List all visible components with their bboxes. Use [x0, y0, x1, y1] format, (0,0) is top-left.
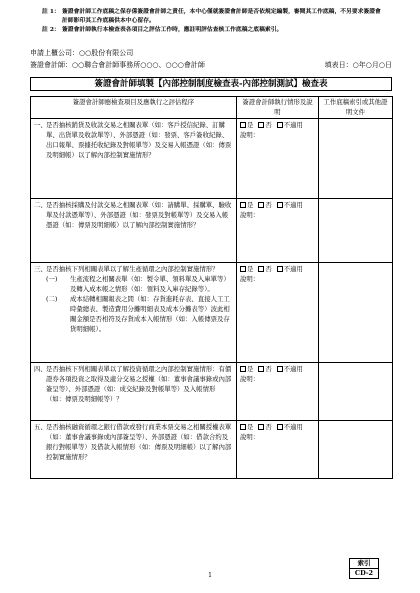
checklist-table [30, 96, 393, 479]
check-option[interactable] [277, 201, 303, 209]
check-option-label: 是 [247, 265, 254, 273]
check-item [34, 364, 233, 404]
checkbox-icon[interactable] [240, 424, 246, 430]
accountant-name: ○○聯合會計師事務所○○○、○○○會計師 [72, 61, 205, 69]
execution-cell [237, 199, 319, 263]
checkbox-icon[interactable] [240, 122, 246, 128]
check-item-cell [31, 199, 237, 263]
item-number: 四、 [34, 365, 47, 373]
page-number: 1 [208, 572, 212, 579]
execution-cell [237, 363, 319, 421]
checkbox-icon[interactable] [258, 122, 264, 128]
check-option[interactable] [258, 121, 271, 129]
applicant-label: 申請上櫃公司： [30, 49, 79, 57]
note-text: 簽證會計師工作底稿之保存係簽證會計師之責任，本中心僅就簽證會計師是否依規定編製，審閱其工作底稿，不另要求簽證會計師影印其工作底稿供本中心留存。 [62, 9, 381, 24]
check-options [240, 422, 315, 432]
execution-cell [237, 263, 319, 363]
check-option[interactable] [277, 265, 303, 273]
checkbox-icon[interactable] [277, 424, 283, 430]
checkbox-icon[interactable] [277, 122, 283, 128]
checkbox-icon[interactable] [277, 266, 283, 272]
check-option[interactable] [240, 201, 253, 209]
item-text: 是否抽核下列相關表單以了解投資循環之內部控制實施情形：有價證券各項投資之取得及處分交易之授權（如：董事會議事錄或內部簽呈等）、外部憑證（如：成交紀錄及對帳單等）及入帳情形（如：傳票及明細帳等）？ [46, 365, 232, 403]
item-text: 是否抽核融資循環之銀行借款或發行商業本票交易之相關授權表單（如：董事會議事錄或內部簽呈等）、外部憑證（如：借款合約及銀行對帳單等）及借款入帳情形（如：傳票及明細帳）以了解內部控制實施情形？ [46, 423, 232, 461]
check-option-label: 不適用 [283, 201, 303, 209]
check-option[interactable] [240, 423, 253, 431]
description-label: 說明： [240, 433, 260, 441]
notes-section [42, 8, 384, 35]
table-row [31, 199, 393, 263]
sub-item-number: (二) [46, 295, 58, 303]
check-options [240, 120, 315, 130]
check-item [34, 422, 233, 462]
workpaper-index-cell[interactable] [319, 263, 393, 363]
check-option-label: 否 [265, 201, 272, 209]
check-option-label: 是 [247, 423, 254, 431]
check-option-label: 是 [247, 201, 254, 209]
execution-cell [237, 421, 319, 479]
check-option-label: 不適用 [283, 365, 303, 373]
note-2 [42, 26, 384, 35]
check-option-label: 不適用 [283, 265, 303, 273]
check-option[interactable] [258, 365, 271, 373]
item-number: 五、 [34, 423, 47, 431]
accountant-line [30, 60, 392, 70]
item-number: 二、 [34, 201, 47, 209]
check-option-label: 是 [247, 365, 254, 373]
table-row [31, 263, 393, 363]
date-value: ○年○月○日 [352, 61, 392, 69]
check-option[interactable] [277, 121, 303, 129]
accountant-label: 簽證會計師： [30, 61, 72, 69]
check-option-label: 不適用 [283, 121, 303, 129]
check-item-cell [31, 263, 237, 363]
checkbox-icon[interactable] [258, 202, 264, 208]
description-label: 說明： [240, 375, 260, 383]
check-item-cell [31, 421, 237, 479]
check-item-cell [31, 119, 237, 199]
check-item [34, 264, 233, 274]
sub-item-text: 生產流程之相關表單（如：製令單、領料單及入庫單等）及轉入成本帳之情形（如：領料及入庫存紀錄等）。 [70, 275, 230, 293]
description-label: 說明： [240, 275, 260, 283]
index-label: 索引 [350, 559, 378, 569]
check-option[interactable] [240, 265, 253, 273]
checkbox-icon[interactable] [240, 366, 246, 372]
workpaper-index-cell[interactable] [319, 363, 393, 421]
workpaper-index-cell[interactable] [319, 119, 393, 199]
applicant-name: ○○股份有限公司 [79, 49, 134, 57]
header-check-items: 簽證會計師應檢查項目及應執行之評估程序 [31, 97, 237, 119]
item-text: 是否抽核採購及付款交易之相關表單（如：請購單、採購單、驗收單及付款憑單等）、外部憑證（如：發票及對帳單等）及交易入帳憑證（如：傳票及明細帳）以了解內部控制實施情形？ [46, 201, 232, 229]
check-item [34, 120, 233, 160]
check-option[interactable] [240, 121, 253, 129]
table-row [31, 421, 393, 479]
check-option-label: 否 [265, 365, 272, 373]
sub-item [46, 274, 233, 294]
check-option[interactable] [277, 365, 303, 373]
check-option-label: 否 [265, 121, 272, 129]
checkbox-icon[interactable] [258, 266, 264, 272]
form-title: 簽證會計師填製【內部控制制度檢查表-內部控制測試】檢查表 [30, 77, 392, 91]
check-option-label: 否 [265, 265, 272, 273]
applicant-line [30, 48, 392, 58]
check-option-label: 否 [265, 423, 272, 431]
index-value: CD-2 [354, 569, 374, 577]
check-item [34, 200, 233, 230]
check-option[interactable] [258, 423, 271, 431]
table-header-row [31, 97, 393, 119]
header-execution: 簽證會計師執行情形及說明 [237, 97, 319, 119]
workpaper-index-cell[interactable] [319, 421, 393, 479]
sub-item-number: (一) [46, 275, 58, 283]
checkbox-icon[interactable] [240, 202, 246, 208]
checkbox-icon[interactable] [240, 266, 246, 272]
check-option-label: 是 [247, 121, 254, 129]
item-text: 是否抽核下列相關表單以了解生產循環之內部控制實施情形？ [46, 265, 219, 273]
note-number: 註 2： [42, 27, 60, 33]
check-option-label: 不適用 [283, 423, 303, 431]
item-text: 是否抽核銷貨及收款交易之相關表單（如：客戶授信紀錄、訂購單、出貨單及收款單等）、外部憑證（如：發票、客戶簽收紀錄、出口報單、票據托收紀錄及對帳單等）及交易入帳憑證（如：傳票及明細帳）以了解內部控制實施情形？ [46, 121, 232, 159]
checkbox-icon[interactable] [258, 366, 264, 372]
check-options [240, 264, 315, 274]
note-number: 註 1： [42, 9, 60, 15]
check-option[interactable] [258, 265, 271, 273]
note-1 [42, 8, 384, 26]
check-options [240, 200, 315, 210]
item-number: 一、 [34, 121, 47, 129]
description-label: 說明： [240, 131, 260, 139]
table-row [31, 119, 393, 199]
check-option[interactable] [277, 423, 303, 431]
sub-item [46, 294, 233, 334]
execution-cell [237, 119, 319, 199]
note-text: 簽證會計師執行本檢查表各項目之評估工作時，應註明評估查核工作底稿之底稿索引。 [62, 27, 283, 33]
check-option[interactable] [240, 365, 253, 373]
check-option[interactable] [258, 201, 271, 209]
description-label: 說明： [240, 211, 260, 219]
checkbox-icon[interactable] [258, 424, 264, 430]
table-row [31, 363, 393, 421]
check-item-cell [31, 363, 237, 421]
check-options [240, 364, 315, 374]
checkbox-icon[interactable] [277, 366, 283, 372]
checkbox-icon[interactable] [277, 202, 283, 208]
workpaper-index-cell[interactable] [319, 199, 393, 263]
item-number: 三、 [34, 265, 47, 273]
sub-item-text: 成本結轉相關報表之間（如：存貨進耗存表、直接人工工時彙總表、製造費用分攤明細表及成本分攤表等）波此相關金額是否相符及存貨成本入帳情形（如：入帳傳票及存貨明細帳）。 [70, 295, 230, 333]
date-label: 填表日： [324, 61, 353, 69]
header-index: 工作底稿索引或其他證明文件 [319, 97, 393, 119]
